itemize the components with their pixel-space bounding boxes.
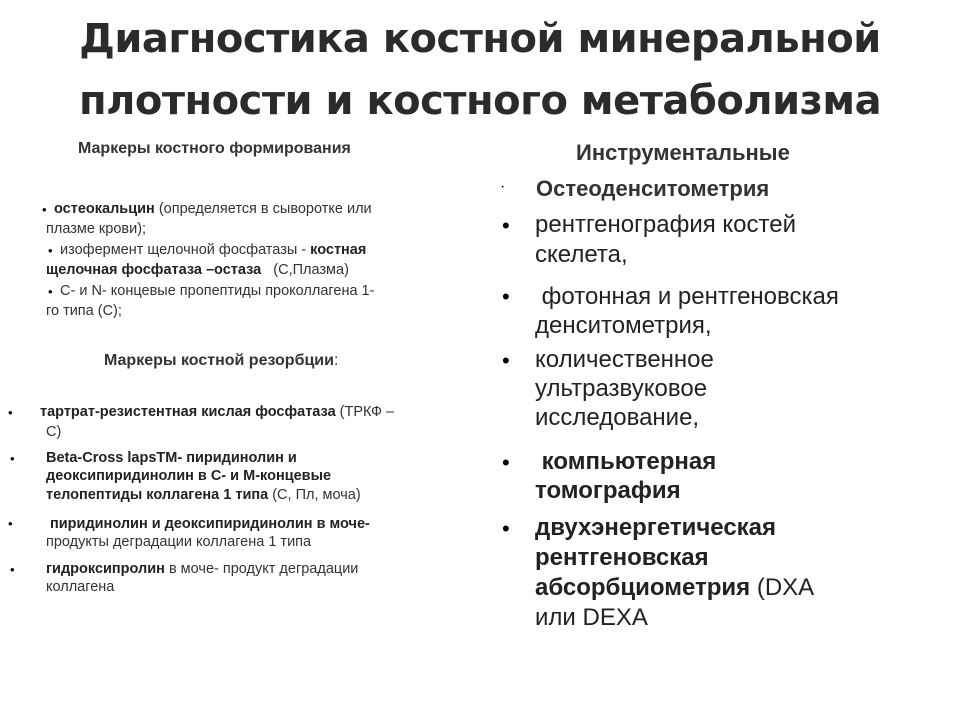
item-text: го типа (С); [46, 303, 122, 319]
method-text: фотонная и рентгеновская [535, 283, 839, 310]
marker-name: костная [310, 242, 367, 258]
marker-text: пиридинолин и деоксипиридинолин в моче- [50, 516, 370, 532]
item-text: коллагена [46, 579, 115, 595]
marker-text: Beta-Cross lapsTM- пиридинолин и [46, 450, 297, 466]
method-text: компьютерная [535, 448, 717, 475]
title-line-2: плотности и костного метаболизма [78, 78, 882, 124]
list-item [40, 403, 394, 421]
bullet: • [502, 213, 510, 238]
item-text: (С, Пл, моча) [268, 487, 361, 503]
bullet: • [10, 451, 15, 466]
bullet: • [48, 284, 53, 299]
bullet: • [42, 202, 47, 217]
marker-name: гидроксипролин [46, 561, 165, 577]
method-text: ультразвуковое [535, 375, 708, 402]
method-text: томография [535, 477, 681, 504]
marker-name: телопептиды коллагена 1 типа [46, 487, 269, 503]
bullet: • [502, 450, 510, 475]
resorption-heading [104, 352, 338, 370]
bullet: • [10, 562, 15, 577]
heading-colon: : [333, 352, 339, 369]
item-text: (определяется в сыворотке или [154, 201, 372, 217]
item-text: продукты деградации коллагена 1 типа [46, 534, 312, 550]
method-abbr: (DXA [750, 574, 815, 601]
list-item [46, 261, 349, 279]
marker-name: остеокальцин [54, 201, 155, 217]
bullet: · [500, 178, 506, 195]
bullet: • [502, 348, 510, 373]
method-text: двухэнергетическая [535, 514, 777, 541]
method-text [535, 573, 814, 603]
list-item [60, 241, 366, 259]
marker-name [46, 449, 297, 467]
method-text: количественное [535, 346, 714, 373]
list-item [46, 560, 358, 578]
marker-name [50, 515, 370, 533]
heading-text: Маркеры костной резорбции [104, 352, 334, 369]
marker-name [46, 467, 331, 485]
item-text: С) [46, 424, 62, 440]
bullet: • [8, 516, 13, 531]
marker-text: деоксипиридинолин в С- и М-концевые [46, 468, 332, 484]
item-text: С- и N- концевые пропептиды проколлагена 1- [60, 283, 375, 299]
list-item [46, 486, 361, 504]
list-item [54, 200, 372, 218]
densitometry-title: Остеоденситометрия [536, 176, 770, 201]
instrumental-heading: Инструментальные [576, 140, 790, 165]
bullet: • [48, 243, 53, 258]
method-text: исследование, [535, 404, 700, 431]
item-text: изофермент щелочной фосфатазы - [60, 242, 311, 258]
method-text: денситометрия, [535, 312, 712, 339]
bullet: • [502, 516, 510, 541]
method-bold: абсорбциометрия [535, 574, 751, 601]
marker-name: щелочная фосфатаза –остаза [46, 262, 262, 278]
item-text: (ТРКФ – [335, 404, 395, 420]
item-text: в моче- продукт деградации [164, 561, 359, 577]
method-text: или DEXA [535, 604, 648, 631]
bullet: • [502, 284, 510, 309]
method-text: скелета, [535, 241, 628, 268]
title-line-1: Диагностика костной минеральной [79, 16, 881, 62]
formation-heading: Маркеры костного формирования [78, 140, 351, 157]
item-text: (С,Плазма) [261, 262, 349, 278]
method-text: рентгенография костей [535, 211, 796, 238]
bullet: • [8, 405, 13, 420]
marker-name: тартрат-резистентная кислая фосфатаза [40, 404, 336, 420]
item-text: плазме крови); [46, 221, 147, 237]
method-text: рентгеновская [535, 544, 709, 571]
right-column [490, 0, 960, 720]
